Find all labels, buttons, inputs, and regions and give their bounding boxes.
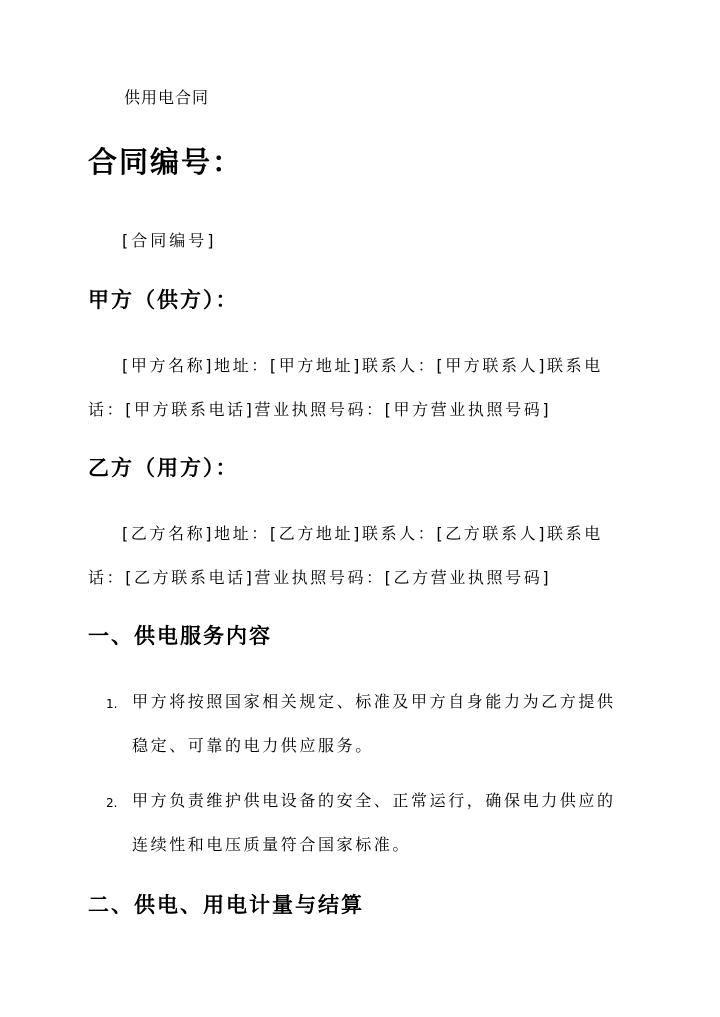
list-item-1-line-1: 甲方将按照国家相关规定、标准及甲方自身能力为乙方提供	[132, 692, 616, 711]
section-1-heading: 一、供电服务内容	[88, 624, 272, 648]
list-item-1-line-2: 稳定、可靠的电力供应服务。	[132, 736, 374, 755]
party-a-heading: 甲方（供方）：	[88, 287, 239, 312]
contract-number-heading: 合同编号：	[88, 145, 244, 179]
list-item-1-number: 1.	[106, 697, 118, 711]
section-2-heading: 二、供电、用电计量与结算	[88, 893, 364, 917]
list-item-2-line-1: 甲方负责维护供电设备的安全、正常运行，确保电力供应的	[132, 791, 616, 810]
list-item-2-line-2: 连续性和电压质量符合国家标准。	[132, 835, 412, 854]
contract-number-value: [合同编号]	[122, 231, 217, 250]
party-b-heading: 乙方（用方）：	[88, 455, 239, 480]
party-b-info-line-1: [乙方名称]地址：[乙方地址]联系人：[乙方联系人]联系电	[122, 524, 603, 543]
list-item-2-number: 2.	[106, 796, 118, 810]
party-a-info-line-2: 话：[甲方联系电话]营业执照号码：[甲方营业执照号码]	[88, 400, 552, 419]
document-title: 供用电合同	[124, 88, 210, 107]
party-a-info-line-1: [甲方名称]地址：[甲方地址]联系人：[甲方联系人]联系电	[122, 356, 603, 375]
party-b-info-line-2: 话：[乙方联系电话]营业执照号码：[乙方营业执照号码]	[88, 568, 552, 587]
